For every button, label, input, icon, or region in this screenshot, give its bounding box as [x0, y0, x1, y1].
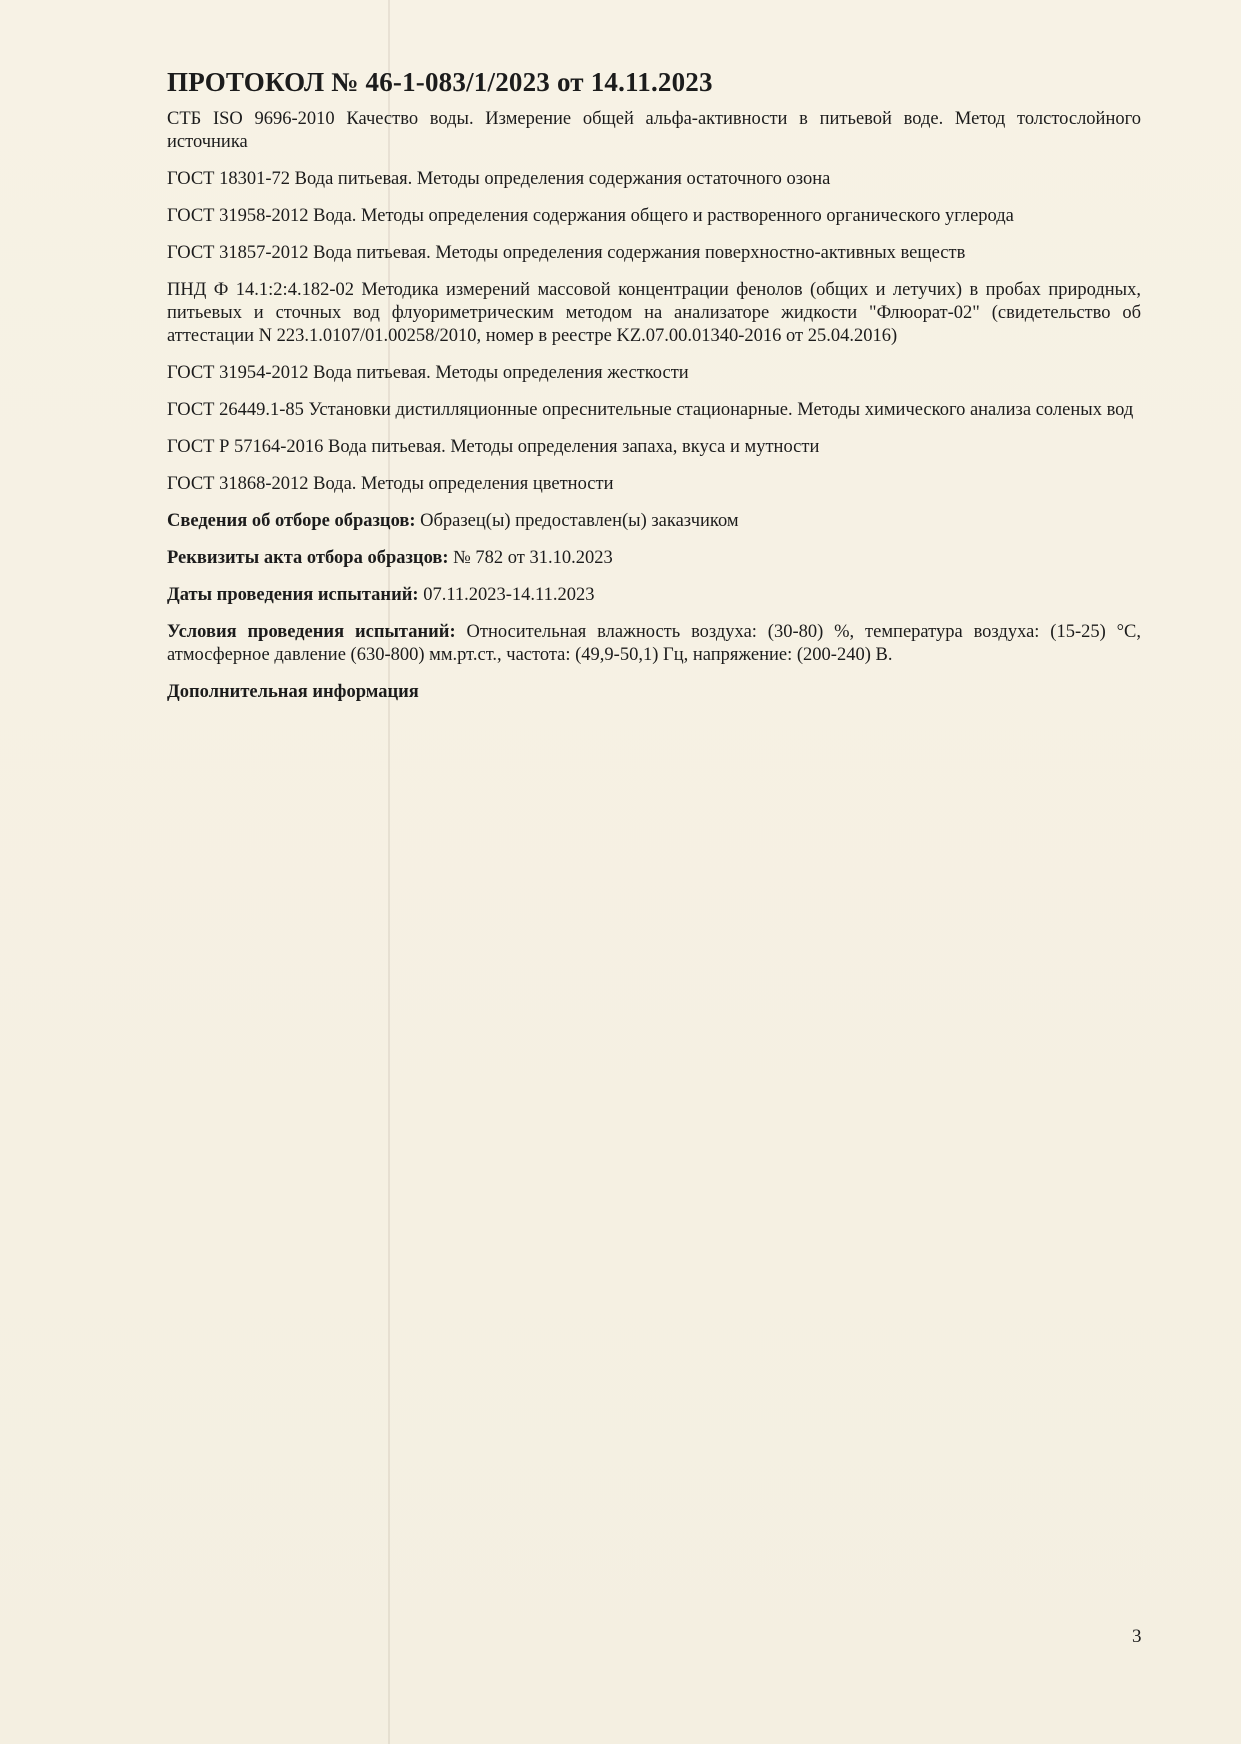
sampling-info-value: Образец(ы) предоставлен(ы) заказчиком	[415, 511, 739, 531]
sampling-act-label: Реквизиты акта отбора образцов:	[167, 548, 449, 568]
test-conditions-value: Относительная влажность воздуха: (30-80) %, температура воздуха: (15-25) °С, атмосферное давление (630-800) мм.рт.ст., частота: (49,9-50,1) Гц, напряжение: (200-240) В.	[167, 622, 1142, 665]
standard-item-pnd-f-14: ПНД Ф 14.1:2:4.182-02 Методика измерений массовой концентрации фенолов (общих и летучих) в пробах природных, питьевых и сточных вод флуориметрическим методом на анализаторе жидкости "Флюорат-02" (свидетельство об аттестации N 223.1.0107/01.00258/2010, номер в реестре KZ.07.00.01340-2016 от 25.04.2016)	[167, 280, 1141, 346]
test-dates	[167, 584, 1141, 607]
standard-item-stb-iso-9696: СТБ ISO 9696-2010 Качество воды. Измерение общей альфа-активности в питьевой воде. Метод толстослойного источника	[167, 109, 1141, 152]
test-conditions-label: Условия проведения испытаний:	[167, 622, 456, 642]
sampling-act	[167, 547, 1141, 570]
document-body	[167, 64, 1141, 718]
standard-item-gost-r-57164: ГОСТ Р 57164-2016 Вода питьевая. Методы определения запаха, вкуса и мутности	[167, 437, 820, 457]
test-dates-label: Даты проведения испытаний:	[167, 585, 419, 605]
test-conditions	[167, 621, 1141, 667]
sampling-act-value: № 782 от 31.10.2023	[448, 548, 613, 568]
standard-item-gost-31958: ГОСТ 31958-2012 Вода. Методы определения содержания общего и растворенного органического углерода	[167, 206, 1014, 226]
test-dates-value: 07.11.2023-14.11.2023	[418, 585, 595, 605]
page-number: 3	[1132, 1626, 1142, 1647]
sampling-info	[167, 510, 1141, 533]
standard-item-gost-31954: ГОСТ 31954-2012 Вода питьевая. Методы определения жесткости	[167, 363, 689, 383]
additional-info-label: Дополнительная информация	[167, 682, 419, 702]
standard-item-gost-26449: ГОСТ 26449.1-85 Установки дистилляционные опреснительные стационарные. Методы химического анализа соленых вод	[167, 400, 1134, 420]
standard-item-gost-18301: ГОСТ 18301-72 Вода питьевая. Методы определения содержания остаточного озона	[167, 169, 831, 189]
standard-item-gost-31868: ГОСТ 31868-2012 Вода. Методы определения цветности	[167, 474, 614, 494]
additional-info	[167, 681, 1141, 704]
protocol-title: ПРОТОКОЛ № 46-1-083/1/2023 от 14.11.2023	[167, 67, 713, 97]
standard-item-gost-31857: ГОСТ 31857-2012 Вода питьевая. Методы определения содержания поверхностно-активных веществ	[167, 243, 966, 263]
sampling-info-label: Сведения об отборе образцов:	[167, 511, 416, 531]
